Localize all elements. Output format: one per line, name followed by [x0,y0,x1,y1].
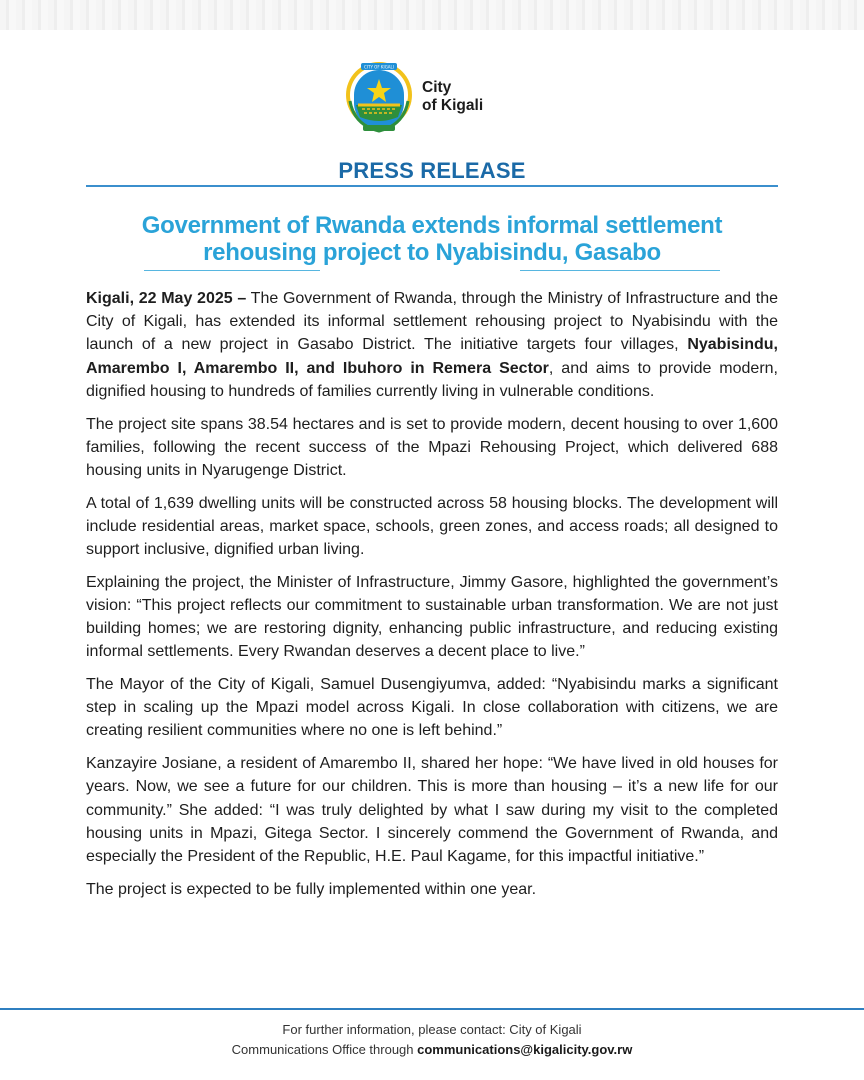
logo-line-of-kigali: of Kigali [422,97,484,114]
paragraph-resident-quote: Kanzayire Josiane, a resident of Amarembo II, shared her hope: “We have lived in old houses for years. Now, we see a future for our children. This is more than housing – it’s a new life for our community.” She added: “I was truly delighted by what I saw during my visit to the completed housing units in Mpazi, Gitega Sector. I sincerely commend the Government of Rwanda, and especially the President of the Republic, H.E. Paul Kagame, for this impactful initiative.” [86,755,778,865]
paragraph-timeline: The project is expected to be fully implemented within one year. [86,880,537,898]
footer-line-1: For further information, please contact: City of Kigali [282,1022,582,1037]
city-of-kigali-logo [344,58,544,136]
press-title-divider [86,185,778,187]
logo-wordmark [422,79,483,115]
paragraph-intro [86,287,778,403]
press-release-label: PRESS RELEASE [338,158,526,183]
footer-divider [0,1008,864,1010]
intro-text-1: The Government of Rwanda, through the Ministry of Infrastructure and the City of Kigali, has extended its informal settlement rehousing project to Nyabisindu with the launch of a new project in Gasabo District. The initiative targets four villages, [86,290,778,354]
headline: Government of Rwanda extends informal settlement rehousing project to Nyabisindu, Gasabo [141,212,723,266]
headline-divider-right [520,270,720,271]
paragraph-units: A total of 1,639 dwelling units will be constructed across 58 housing blocks. The development will include residential areas, market space, schools, green zones, and access roads; all designed to support inclusive, dignified urban living. [86,494,778,559]
contact-email-link[interactable]: communications@kigalicity.gov.rw [417,1042,633,1057]
paragraph-mayor-quote: The Mayor of the City of Kigali, Samuel Dusengiyumva, added: “Nyabisindu marks a significant step in scaling up the Mpazi model across Kigali. In close collaboration with citizens, we are creating resilient communities where no one is left behind.” [86,676,778,740]
kigali-emblem-icon [344,59,414,135]
headline-divider-left [144,270,320,271]
dateline: Kigali, 22 May 2025 – [86,290,247,307]
target-villages: Nyabisindu, Amarembo I, Amarembo II, and Ibuhoro in Remera Sector [86,336,778,377]
press-release-body [86,287,778,910]
footer-line-2 [0,1040,864,1060]
top-pattern-band [0,0,864,30]
emblem-seal-text: CITY OF KIGALI [364,64,394,70]
intro-text-2: , and aims to provide modern, dignified housing to hundreds of families currently living in vulnerable conditions. [86,359,778,400]
paragraph-site: The project site spans 38.54 hectares and is set to provide modern, decent housing to over 1,600 families, following the recent success of the Mpazi Rehousing Project, which delivered 688 housing units in Nyarugenge District. [86,415,778,479]
footer-line-2-prefix: Communications Office through [231,1042,418,1057]
footer-contact [0,1020,864,1060]
paragraph-minister-quote: Explaining the project, the Minister of Infrastructure, Jimmy Gasore, highlighted the government’s vision: “This project reflects our commitment to sustainable urban transformation. We are not just building homes; we are restoring dignity, enhancing public infrastructure, and reducing existing informal settlements. Every Rwandan deserves a decent place to live.” [86,573,778,661]
logo-line-city: City [422,79,452,96]
